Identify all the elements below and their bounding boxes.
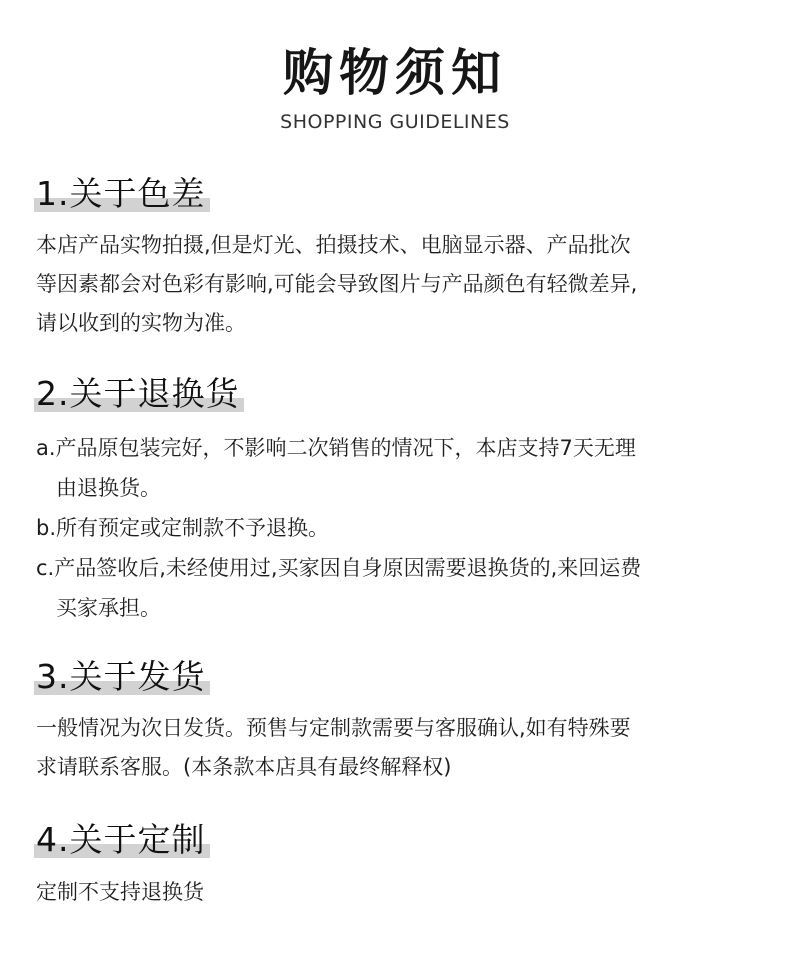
paragraph-line: 本店产品实物拍摄,但是灯光、拍摄技术、电脑显示器、产品批次 <box>36 233 631 257</box>
section-heading-text: 2.关于退换货 <box>36 374 240 413</box>
page-subtitle: SHOPPING GUIDELINES <box>280 111 510 133</box>
page-title: 购物须知 <box>283 43 507 102</box>
section-body <box>36 428 766 628</box>
section-heading-text: 3.关于发货 <box>36 657 206 696</box>
list-item-continuation: 由退换货。 <box>56 476 161 500</box>
page-header <box>0 40 790 134</box>
section-heading-text: 4.关于定制 <box>36 820 206 859</box>
section-color-difference <box>36 172 766 343</box>
list-item: b.所有预定或定制款不予退换。 <box>36 516 330 540</box>
section-body <box>36 873 766 912</box>
section-body <box>36 226 766 343</box>
section-heading <box>36 372 240 422</box>
list-item: c.产品签收后,未经使用过,买家因自身原因需要退换货的,来回运费 <box>36 556 642 580</box>
section-returns <box>36 372 766 628</box>
section-customization <box>36 818 766 912</box>
paragraph-line: 等因素都会对色彩有影响,可能会导致图片与产品颜色有轻微差异, <box>36 272 638 296</box>
section-heading-text: 1.关于色差 <box>36 174 206 213</box>
section-shipping <box>36 655 766 787</box>
section-heading <box>36 655 206 705</box>
list-item-continuation: 买家承担。 <box>56 596 161 620</box>
paragraph-line: 请以收到的实物为准。 <box>36 311 246 335</box>
section-body <box>36 709 766 787</box>
paragraph-line: 求请联系客服。(本条款本店具有最终解释权) <box>36 755 452 779</box>
paragraph-line: 定制不支持退换货 <box>36 880 204 904</box>
list-item: a.产品原包装完好，不影响二次销售的情况下，本店支持7天无理 <box>36 436 636 460</box>
section-heading <box>36 818 206 868</box>
section-heading <box>36 172 206 222</box>
paragraph-line: 一般情况为次日发货。预售与定制款需要与客服确认,如有特殊要 <box>36 716 631 740</box>
